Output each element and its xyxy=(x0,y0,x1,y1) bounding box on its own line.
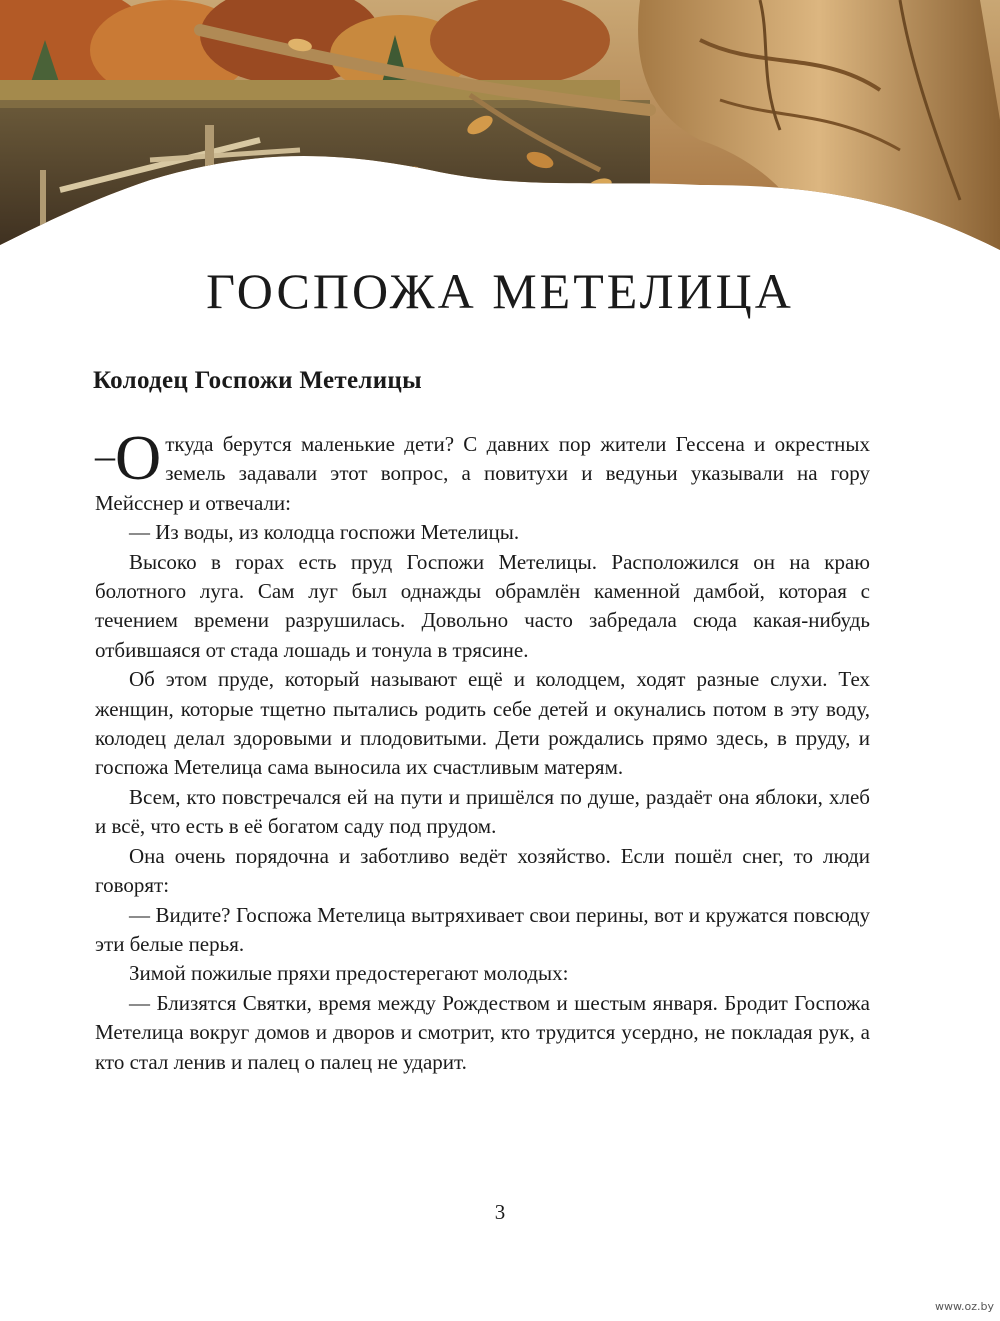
paragraph: Высоко в горах есть пруд Госпожи Метелицы. Расположился он на краю болотного луга. Сам луг был однажды обрамлён каменной дамбой, которая с течением времени разрушилась. Довольно часто забредала сюда какая-нибудь отбившаяся от стада лошадь и тонула в трясине. xyxy=(95,549,870,662)
autumn-illustration xyxy=(0,0,1000,250)
paragraph: Об этом пруде, который называют ещё и колодцем, ходят разные слухи. Тех женщин, которые тщетно пытались родить себе детей и окунались потом в эту воду, колодец делал здоровыми и плодовитыми. Дети рождались прямо здесь, в пруду, и госпожа Метелица сама выносила их счастливым матерям. xyxy=(95,667,870,780)
paragraph: Всем, кто повстречался ей на пути и пришёлся по душе, раздаёт она яблоки, хлеб и всё, что есть в её богатом саду под прудом. xyxy=(95,784,870,839)
body-text xyxy=(95,422,870,1077)
paragraph-text: ткуда берутся маленькие дети? С давних пор жители Гессена и окрестных земель задавали этот вопрос, а повитухи и ведуньи указывали на гору Мейсснер и отвечали: xyxy=(95,432,870,515)
paragraph: Зимой пожилые пряхи предостерегают молодых: xyxy=(129,961,569,986)
page-title: ГОСПОЖА МЕТЕЛИЦА xyxy=(206,263,794,319)
dropcap-dash: – xyxy=(95,433,115,478)
dropcap-letter: О xyxy=(115,422,162,493)
paragraph xyxy=(95,422,870,518)
paragraph: — Из воды, из колодца госпожи Метелицы. xyxy=(129,520,520,545)
paragraph: Она очень порядочна и заботливо ведёт хозяйство. Если пошёл снег, то люди говорят: xyxy=(95,843,870,898)
section-heading: Колодец Госпожи Метелицы xyxy=(93,367,422,394)
paragraph: — Близятся Святки, время между Рождеством и шестым января. Бродит Госпожа Метелица вокруг домов и дворов и смотрит, кто трудится усердно, не покладая рук, а кто стал ленив и палец о палец не ударит. xyxy=(95,990,870,1074)
page-number: 3 xyxy=(494,1200,506,1224)
watermark: www.oz.by xyxy=(935,1300,994,1313)
paragraph: — Видите? Госпожа Метелица вытряхивает свои перины, вот и кружатся повсюду эти белые перья. xyxy=(95,902,870,956)
